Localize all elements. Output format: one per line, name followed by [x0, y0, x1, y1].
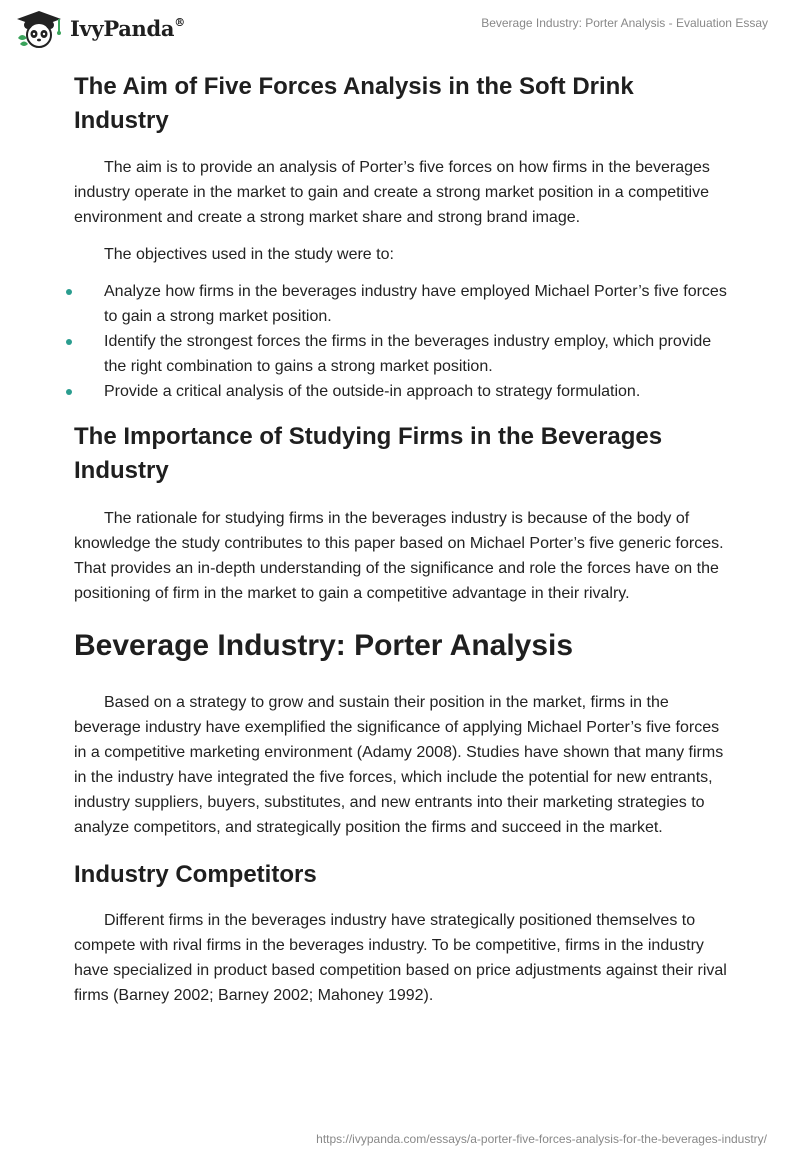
registered-mark: ® — [174, 15, 185, 29]
heading-competitors: Industry Competitors — [74, 861, 317, 888]
bullet-icon — [66, 339, 72, 345]
list-item — [52, 379, 734, 404]
logo-wordmark: IvyPanda — [70, 15, 175, 41]
document-title: Beverage Industry: Porter Analysis - Evaluation Essay — [481, 16, 768, 30]
paragraph-objectives-intro: The objectives used in the study were to: — [104, 246, 394, 263]
objectives-list — [74, 279, 734, 404]
essay-content — [74, 70, 734, 1008]
bullet-icon — [66, 389, 72, 395]
heading-importance: The Importance of Studying Firms in the Beverages Industry — [74, 423, 663, 484]
heading-porter-analysis: Beverage Industry: Porter Analysis — [74, 629, 574, 662]
list-item — [52, 279, 734, 329]
source-url-link[interactable]: https://ivypanda.com/essays/a-porter-five-forces-analysis-for-the-beverages-industry/ — [316, 1132, 767, 1146]
logo-text — [70, 16, 185, 41]
heading-aim: The Aim of Five Forces Analysis in the Soft Drink Industry — [74, 73, 634, 134]
paragraph-competitors: Different firms in the beverages industry have strategically positioned themselves to compete with rival firms in the beverages industry. To be competitive, firms in the industry have specialized in product based competition based on price adjustments against their rival firms (Barney 2002; Barney 2002; Mahoney 1992). — [74, 912, 727, 1004]
list-item — [52, 329, 734, 379]
paragraph-importance: The rationale for studying firms in the beverages industry is because of the body of knowledge the study contributes to this paper based on Michael Porter’s five generic forces. That provides an in-depth understanding of the significance and role the forces have on the positioning of firm in the market to gain a competitive advantage in their rivalry. — [74, 510, 724, 602]
ivypanda-logo[interactable] — [14, 8, 185, 48]
paragraph-aim: The aim is to provide an analysis of Porter’s five forces on how firms in the beverages industry operate in the market to gain and create a strong market position in a competitive environment and create a strong market share and strong brand image. — [74, 159, 710, 226]
panda-graduate-icon — [14, 8, 64, 48]
list-item-text: Analyze how firms in the beverages industry have employed Michael Porter’s five forces to gain a strong market position. — [104, 283, 727, 325]
list-item-text: Provide a critical analysis of the outside-in approach to strategy formulation. — [104, 383, 641, 400]
paragraph-porter: Based on a strategy to grow and sustain their position in the market, firms in the beverage industry have exemplified the significance of applying Michael Porter’s five forces in a competitive marketing environment (Adamy 2008). Studies have shown that many firms in the industry have integrated the five forces, which include the potential for new entrants, industry suppliers, buyers, substitutes, and new entrants into their marketing strategies to analyze competitors, and strategically position the firms and succeed in the market. — [74, 694, 724, 836]
list-item-text: Identify the strongest forces the firms in the beverages industry employ, which provide the right combination to gains a strong market position. — [104, 333, 712, 375]
bullet-icon — [66, 289, 72, 295]
page-header — [0, 0, 800, 60]
